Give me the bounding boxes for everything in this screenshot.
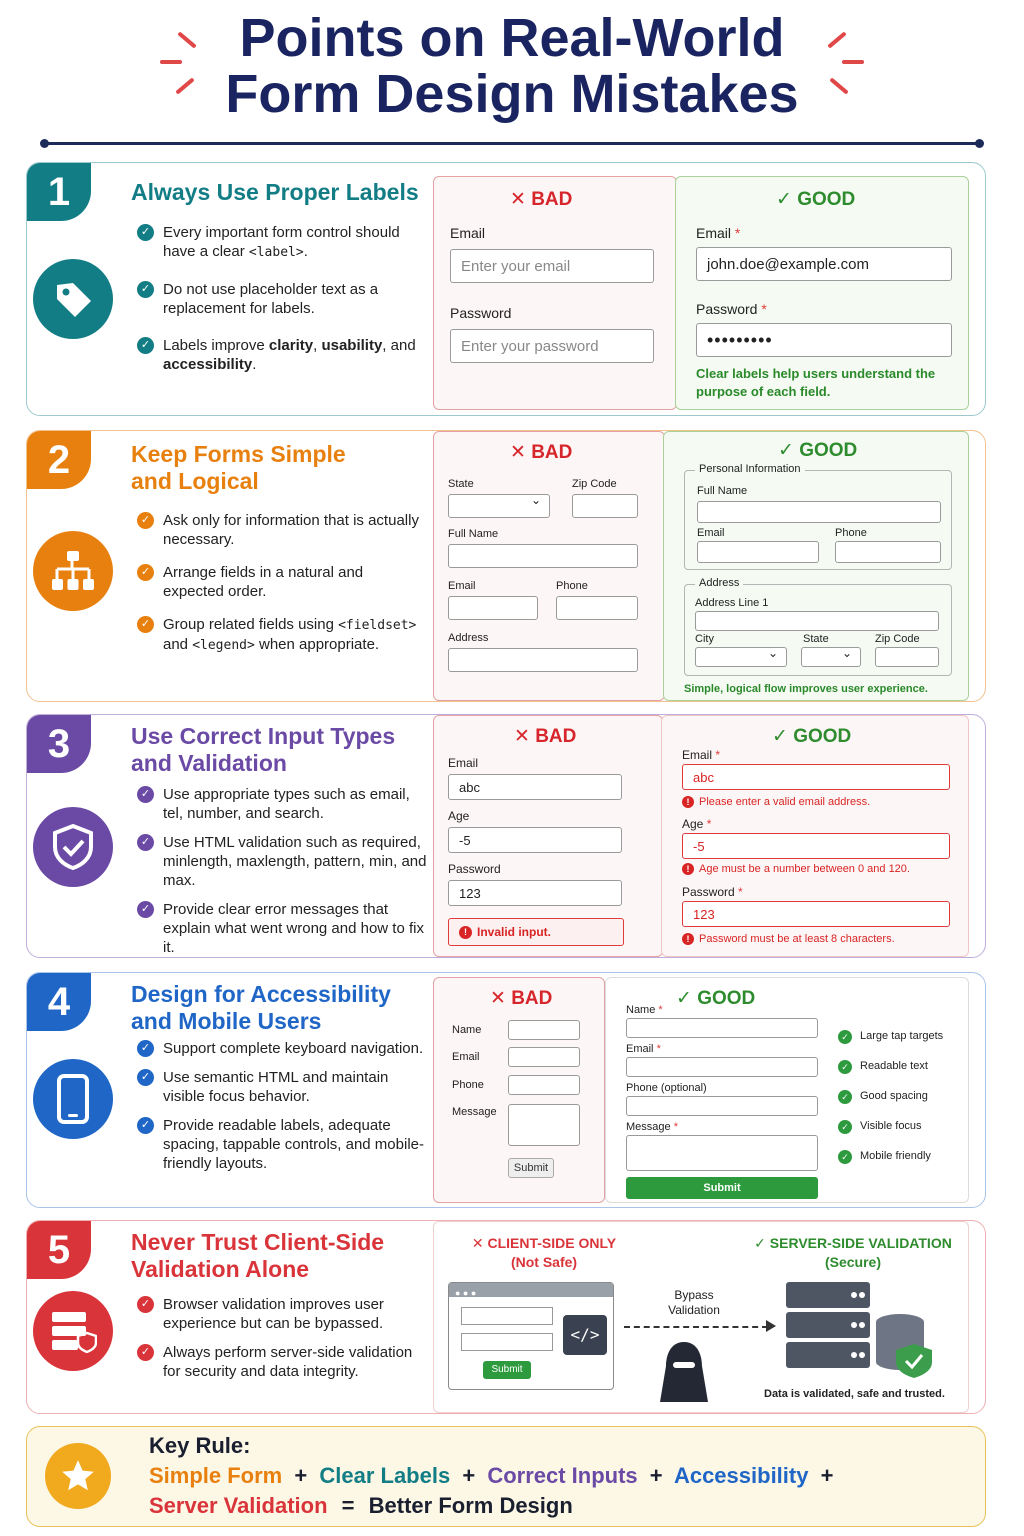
password-error: ! Password must be at least 8 characters. xyxy=(682,933,895,945)
fieldset-legend: Personal Information xyxy=(695,463,805,475)
email-label: Email xyxy=(450,225,486,241)
section-3-card xyxy=(26,714,986,958)
city-select[interactable] xyxy=(695,647,787,667)
point-item: ✓ Ask only for information that is actually necessary. xyxy=(137,511,427,549)
server-note: Data is validated, safe and trusted. xyxy=(764,1388,945,1400)
point-item: ✓ Group related fields using <fieldset> and <legend> when appropriate. xyxy=(137,615,427,655)
name-label: Name * xyxy=(626,1004,663,1016)
client-side-heading: ✕ CLIENT-SIDE ONLY (Not Safe) xyxy=(471,1235,617,1270)
code-icon: </> xyxy=(563,1315,607,1355)
point-item: ✓ Support complete keyboard navigation. xyxy=(137,1039,427,1058)
bad-example-panel xyxy=(433,431,665,701)
password-input[interactable]: ••••••••• xyxy=(696,323,952,357)
point-item: ✓ Always perform server-side validation for security and data integrity. xyxy=(137,1343,427,1381)
submit-button[interactable]: Submit xyxy=(508,1158,554,1178)
good-note: Clear labels help users understand the purpose of each field. xyxy=(696,366,936,399)
age-input[interactable]: -5 xyxy=(448,827,622,853)
good-heading: ✓ GOOD xyxy=(772,726,852,747)
message-textarea[interactable] xyxy=(626,1135,818,1171)
good-example-panel xyxy=(661,715,969,957)
name-input[interactable] xyxy=(626,1018,818,1038)
section-number: 3 xyxy=(27,715,91,773)
good-heading: ✓ GOOD xyxy=(676,988,756,1009)
server-shield-icon xyxy=(33,1291,113,1371)
point-item: ✓ Use HTML validation such as required, minlength, maxlength, pattern, min, and max. xyxy=(137,833,427,890)
benefit-item: ✓ Large tap targets xyxy=(838,1030,968,1060)
phone-label: Phone xyxy=(556,580,588,592)
full-name-input[interactable] xyxy=(697,501,941,523)
personal-fieldset xyxy=(684,463,952,570)
address-fieldset xyxy=(684,577,952,676)
title-line-2: Form Design Mistakes xyxy=(225,64,799,124)
section-title: Keep Forms Simple and Logical xyxy=(131,441,346,494)
password-input[interactable]: 123 xyxy=(448,880,622,906)
bad-heading: ✕ BAD xyxy=(514,726,577,747)
age-error: ! Age must be a number between 0 and 120. xyxy=(682,863,910,875)
fieldset-legend: Address xyxy=(695,577,743,589)
mobile-icon xyxy=(33,1059,113,1139)
full-name-label: Full Name xyxy=(697,485,748,497)
bad-heading: ✕ BAD xyxy=(510,442,573,463)
mock-input xyxy=(461,1333,553,1351)
submit-button[interactable]: Submit xyxy=(626,1177,818,1199)
section-number: 4 xyxy=(27,973,91,1031)
email-label: Email * xyxy=(626,1043,661,1055)
state-select[interactable] xyxy=(801,647,861,667)
email-label: Email xyxy=(448,580,476,592)
email-label: Email * xyxy=(682,748,721,762)
point-item: ✓ Provide clear error messages that explain what went wrong and how to fix it. xyxy=(137,900,427,957)
zip-input[interactable] xyxy=(875,647,939,667)
zip-label: Zip Code xyxy=(875,633,920,645)
phone-label: Phone xyxy=(835,527,867,539)
age-input[interactable]: -5 xyxy=(682,833,950,859)
phone-input[interactable] xyxy=(835,541,941,563)
star-icon xyxy=(45,1443,111,1509)
message-label: Message xyxy=(452,1106,497,1118)
password-label: Password * xyxy=(682,885,743,899)
password-input[interactable]: Enter your password xyxy=(450,329,654,363)
invalid-input-error: ! Invalid input. xyxy=(448,918,624,946)
email-input[interactable]: john.doe@example.com xyxy=(696,247,952,281)
age-label: Age * xyxy=(682,817,712,831)
name-input[interactable] xyxy=(508,1020,580,1040)
email-input[interactable]: Enter your email xyxy=(450,249,654,283)
benefit-item: ✓ Mobile friendly xyxy=(838,1150,968,1180)
phone-input[interactable] xyxy=(556,596,638,620)
key-rule-label: Key Rule: xyxy=(149,1433,251,1458)
password-input[interactable]: 123 xyxy=(682,901,950,927)
full-name-label: Full Name xyxy=(448,528,499,540)
point-item: ✓ Every important form control should have a clear <label>. xyxy=(137,223,427,262)
good-example-panel xyxy=(675,176,969,410)
section-number: 1 xyxy=(27,163,91,221)
hacker-icon xyxy=(656,1338,712,1407)
mock-input xyxy=(461,1307,553,1325)
benefit-item: ✓ Visible focus xyxy=(838,1120,968,1150)
bypass-label: Bypass Validation xyxy=(668,1288,720,1317)
section-number: 2 xyxy=(27,431,91,489)
page-title xyxy=(0,10,1024,122)
section-1-card xyxy=(26,162,986,416)
email-input[interactable] xyxy=(508,1047,580,1067)
good-heading: ✓ GOOD xyxy=(776,189,856,210)
bad-example-panel xyxy=(433,176,677,410)
point-item: ✓ Use semantic HTML and maintain visible focus behavior. xyxy=(137,1068,427,1106)
good-example-panel xyxy=(605,977,969,1203)
section-title: Use Correct Input Types and Validation xyxy=(131,723,396,776)
bad-heading: ✕ BAD xyxy=(490,988,553,1009)
phone-label: Phone xyxy=(452,1079,484,1091)
email-input[interactable] xyxy=(626,1057,818,1077)
key-rule-box xyxy=(26,1426,986,1527)
password-label: Password xyxy=(450,305,512,321)
zip-input[interactable] xyxy=(572,494,638,518)
good-example-panel xyxy=(663,431,969,701)
section-number: 5 xyxy=(27,1221,91,1279)
section-4-card xyxy=(26,972,986,1208)
benefits-list xyxy=(838,1030,968,1180)
zip-label: Zip Code xyxy=(572,478,617,490)
password-label: Password xyxy=(448,862,501,876)
point-item: ✓ Browser validation improves user experience but can be bypassed. xyxy=(137,1295,427,1333)
validation-diagram xyxy=(433,1221,969,1413)
arrow-head xyxy=(766,1320,776,1332)
browser-titlebar: ● ● ● xyxy=(449,1283,613,1297)
benefit-item: ✓ Readable text xyxy=(838,1060,968,1090)
email-label: Email xyxy=(452,1051,480,1063)
message-label: Message * xyxy=(626,1121,678,1133)
section-5-card xyxy=(26,1220,986,1414)
spark-decoration xyxy=(160,60,182,64)
section-title: Design for Accessibility and Mobile Users xyxy=(131,981,391,1034)
email-label: Email xyxy=(697,527,725,539)
email-label: Email xyxy=(448,756,479,770)
phone-label: Phone (optional) xyxy=(626,1082,707,1094)
email-input[interactable] xyxy=(448,596,538,620)
email-label: Email * xyxy=(696,225,741,241)
full-name-input[interactable] xyxy=(448,544,638,568)
point-item: ✓ Labels improve clarity, usability, and accessibility. xyxy=(137,336,427,374)
bad-example-panel xyxy=(433,977,605,1203)
benefit-item: ✓ Good spacing xyxy=(838,1090,968,1120)
password-label: Password * xyxy=(696,301,767,317)
title-divider xyxy=(44,142,980,145)
bypass-arrow xyxy=(624,1326,768,1328)
point-item: ✓ Provide readable labels, adequate spacing, tappable controls, and mobile-friendly layouts. xyxy=(137,1116,427,1173)
state-select[interactable] xyxy=(448,494,550,518)
phone-input[interactable] xyxy=(626,1096,818,1116)
good-note: Simple, logical flow improves user experience. xyxy=(684,683,928,695)
phone-input[interactable] xyxy=(508,1075,580,1095)
address-line-label: Address Line 1 xyxy=(695,597,769,609)
key-rule-formula: Simple Form + Clear Labels + Correct Inputs + Accessibility + Server Validation = Better Form Design xyxy=(149,1463,834,1518)
age-label: Age xyxy=(448,809,470,823)
browser-window xyxy=(448,1282,614,1390)
section-title: Always Use Proper Labels xyxy=(131,179,419,205)
state-label: State xyxy=(803,633,829,645)
point-item: ✓ Use appropriate types such as email, tel, number, and search. xyxy=(137,785,427,823)
bad-heading: ✕ BAD xyxy=(510,189,573,210)
title-line-1: Points on Real-World xyxy=(239,8,785,68)
city-label: City xyxy=(695,633,714,645)
sitemap-icon xyxy=(33,531,113,611)
server-side-heading: ✓ SERVER-SIDE VALIDATION (Secure) xyxy=(754,1235,952,1270)
email-input[interactable]: abc xyxy=(448,774,622,800)
submit-button: Submit xyxy=(483,1361,531,1379)
address-line-input[interactable] xyxy=(695,611,939,631)
error-icon: ! xyxy=(459,926,472,939)
section-2-card xyxy=(26,430,986,702)
email-input[interactable] xyxy=(697,541,819,563)
state-label: State xyxy=(448,478,474,490)
point-item: ✓ Do not use placeholder text as a replacement for labels. xyxy=(137,280,427,318)
address-input[interactable] xyxy=(448,648,638,672)
bad-example-panel xyxy=(433,715,663,957)
message-textarea[interactable] xyxy=(508,1104,580,1146)
tag-icon xyxy=(33,259,113,339)
server-icon xyxy=(784,1282,944,1383)
shield-check-icon xyxy=(33,807,113,887)
section-title: Never Trust Client-Side Validation Alone xyxy=(131,1229,385,1282)
name-label: Name xyxy=(452,1024,482,1036)
point-item: ✓ Arrange fields in a natural and expected order. xyxy=(137,563,427,601)
spark-decoration xyxy=(842,60,864,64)
good-heading: ✓ GOOD xyxy=(778,440,858,461)
address-label: Address xyxy=(448,632,489,644)
email-error: ! Please enter a valid email address. xyxy=(682,796,870,808)
email-input[interactable]: abc xyxy=(682,764,950,790)
